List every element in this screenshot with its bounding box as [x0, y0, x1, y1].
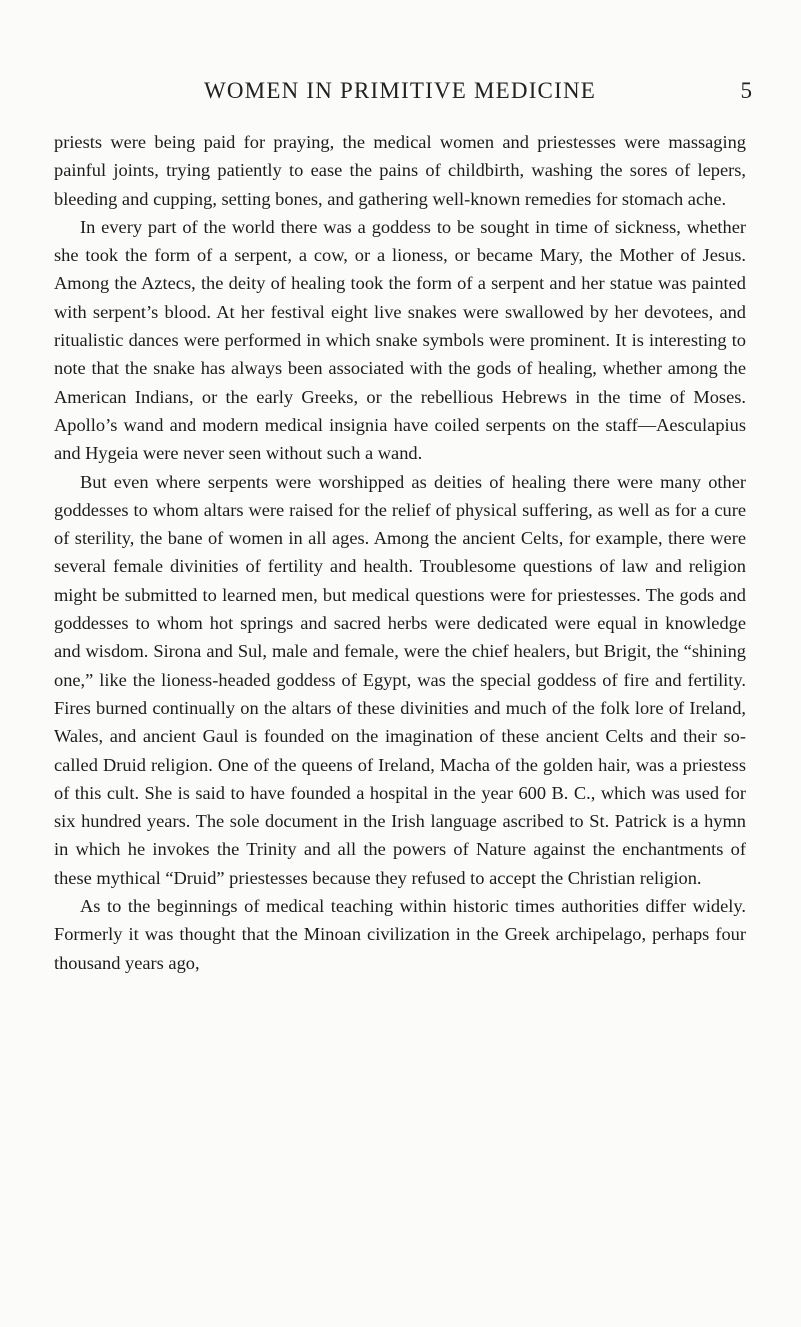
paragraph-serpent-goddess: In every part of the world there was a goddess to be sought in time of sickness, whether she took the form of a serpent, a cow, or a lioness, or became Mary, the Mother of Jesus. Among the Aztecs, the deity of healing took the form of a serpent and her statue was painted with serpent’s blood. At her festival eight live snakes were swallowed by her devotees, and ritualistic dances were performed in which snake symbols were prominent. It is interesting to note that the snake has always been associated with the gods of healing, whether among the American Indians, or the early Greeks, or the rebellious Hebrews in the time of Moses. Apollo’s wand and modern medical insignia have coiled serpents on the staff—Aesculapius and Hygeia were never seen without such a wand. [54, 216, 746, 464]
running-title: WOMEN IN PRIMITIVE MEDICINE [203, 78, 597, 103]
paragraph-continued: priests were being paid for praying, the medical women and priestesses were massaging painful joints, trying patiently to ease the pains of childbirth, washing the sores of lepers, bleeding and cupping, setting bones, and gathering well-known remedies for stomach ache. [54, 132, 746, 209]
paragraph-celtic-divinities: But even where serpents were worshipped as deities of healing there were many other goddesses to whom altars were raised for the relief of physical suffering, as well as for a cure of sterility, the bane of women in all ages. Among the ancient Celts, for example, there were several female divinities of fertility and health. Troublesome questions of law and religion might be submitted to learned men, but medical questions were for priestesses. The gods and goddesses to whom hot springs and sacred herbs were dedicated were equal in knowledge and wisdom. Sirona and Sul, male and female, were the chief healers, but Brigit, the “shining one,” like the lioness-headed goddess of Egypt, was the special goddess of fire and fertility. Fires burned continually on the altars of these divinities and much of the folk lore of Ireland, Wales, and ancient Gaul is founded on the imagination of these ancient Celts and their so-called Druid religion. One of the queens of Ireland, Macha of the golden hair, was a priestess of this cult. She is said to have founded a hospital in the year 600 B. C., which was used for six hundred years. The sole document in the Irish language ascribed to St. Patrick is a hymn in which he invokes the Trinity and all the powers of Nature against the enchantments of these mythical “Druid” priestesses because they refused to accept the Christian religion. [54, 471, 746, 888]
paragraph-medical-teaching: As to the beginnings of medical teaching within historic times authorities differ widely. Formerly it was thought that the Minoan civilization in the Greek archipelago, perhaps four thousand years ago, [54, 896, 746, 973]
running-head [54, 78, 752, 114]
body-text [54, 128, 746, 977]
page-number: 5 [740, 78, 752, 103]
book-page [54, 78, 752, 977]
